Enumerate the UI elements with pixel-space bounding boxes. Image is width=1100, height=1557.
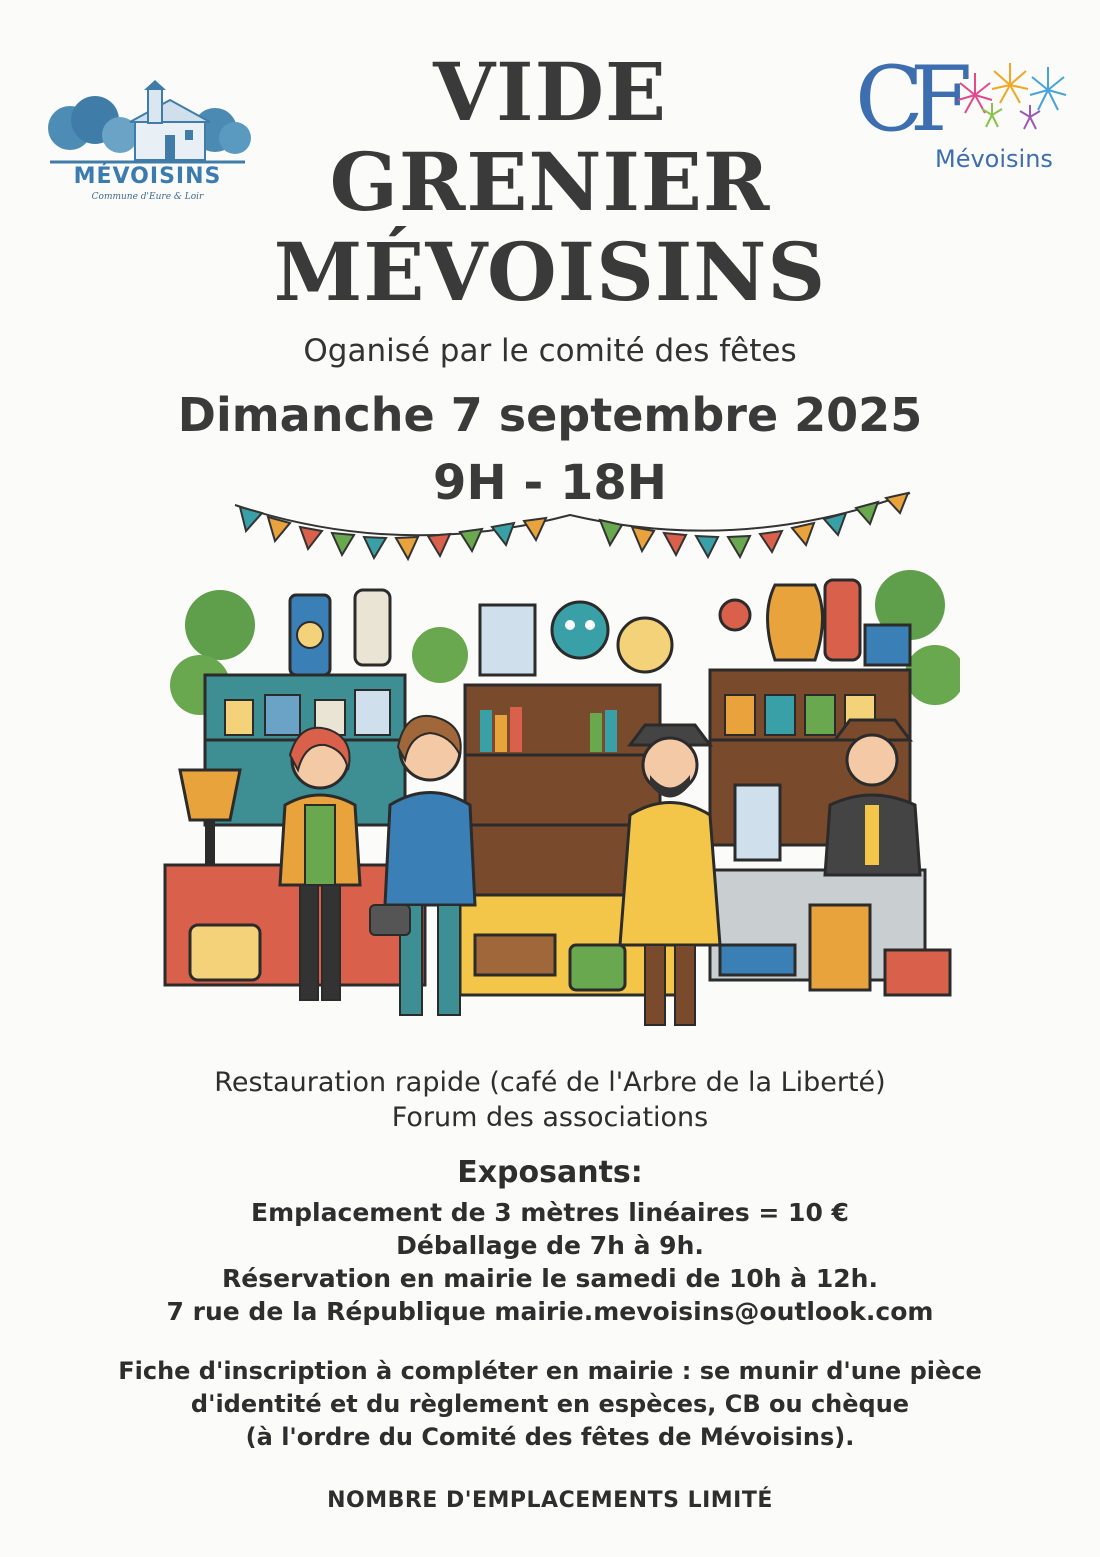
organizer-text: Oganisé par le comité des fêtes [303,333,797,369]
flea-market-illustration [150,485,960,1045]
logo-right-name: Mévoisins [935,145,1053,173]
inscription-line: (à l'ordre du Comité des fêtes de Mévoisins). [245,1423,855,1451]
event-date: Dimanche 7 septembre 2025 [177,388,923,442]
food-info: Restauration rapide (café de l'Arbre de la Liberté) [214,1067,886,1098]
exposants-line: Déballage de 7h à 9h. [396,1231,704,1260]
title-line-grenier: GRENIER [329,135,771,229]
exposants-contact-line: 7 rue de la République mairie.mevoisins@outlook.com [166,1297,934,1326]
title-line-vide: VIDE [433,45,667,139]
forum-info: Forum des associations [391,1102,709,1133]
logo-left-subtitle: Commune d'Eure & Loir [91,192,204,202]
limited-spots-notice: NOMBRE D'EMPLACEMENTS LIMITÉ [327,1488,773,1513]
exposants-heading: Exposants: [457,1155,643,1190]
logo-left-name: MÉVOISINS [73,164,222,189]
exposants-line: Emplacement de 3 mètres linéaires = 10 € [251,1198,849,1227]
market-stalls-icon [150,485,960,1045]
event-hours: 9H - 18H [433,455,667,511]
inscription-line: Fiche d'inscription à compléter en mairie : se munir d'une pièce [118,1357,982,1385]
logo-right-letters: CF [855,47,959,152]
title-line-mevoisins: MÉVOISINS [273,225,827,319]
inscription-line: d'identité et du règlement en espèces, CB ou chèque [190,1390,910,1418]
exposants-line: Réservation en mairie le samedi de 10h à 12h. [222,1264,878,1293]
